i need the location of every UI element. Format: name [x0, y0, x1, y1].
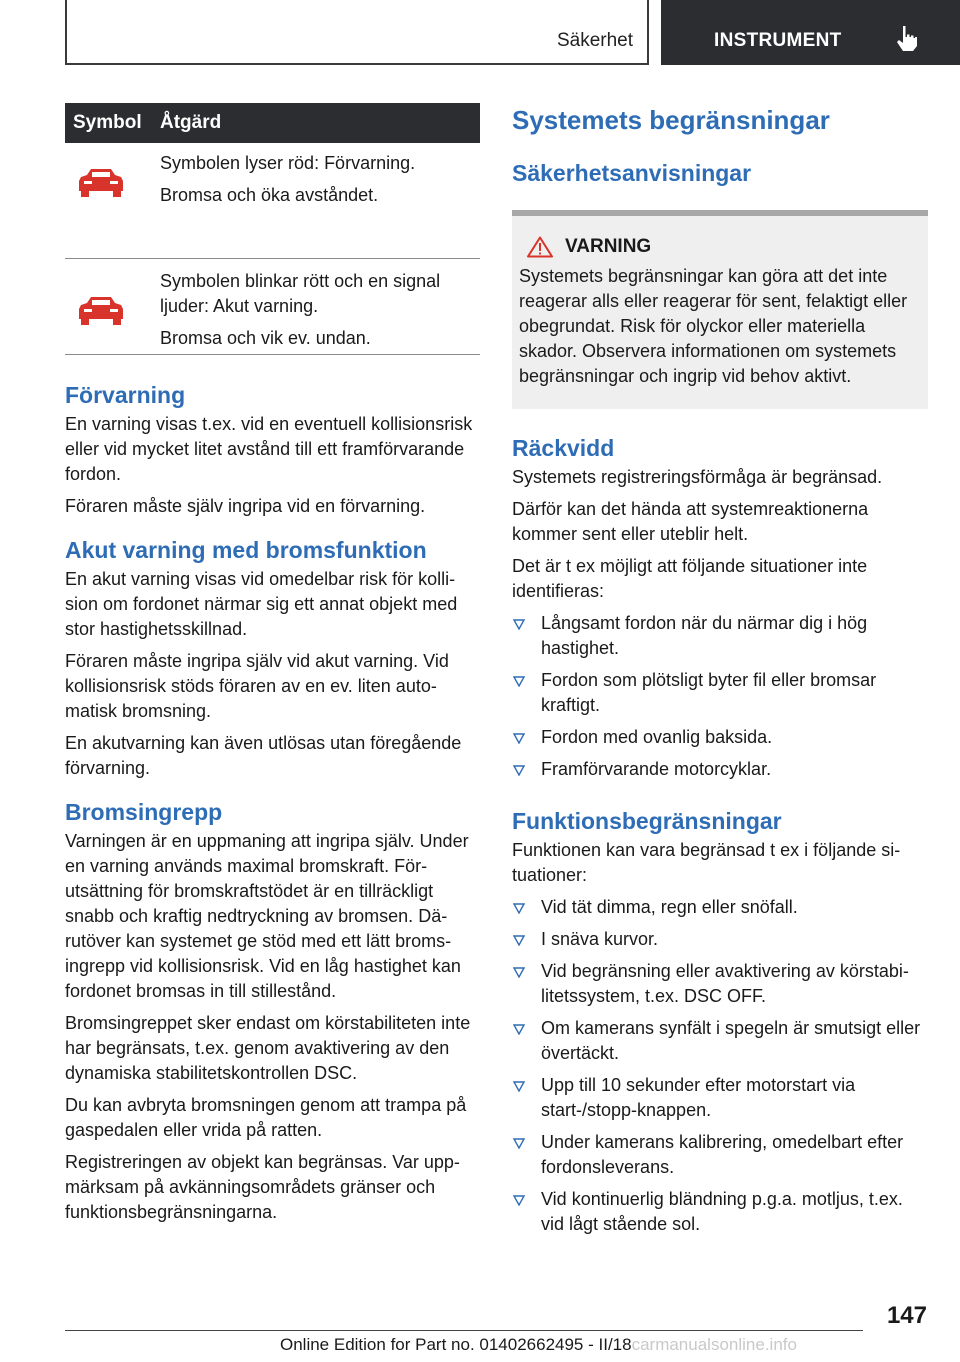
- section-forvarning: [65, 381, 480, 519]
- list-item: Vid kontinuerlig bländning p.g.a. motljus, t.ex. vid lågt stående sol.: [512, 1187, 928, 1237]
- footer-edition: [280, 1335, 797, 1355]
- row1-line2: Bromsa och öka avståndet.: [160, 185, 379, 205]
- paragraph: Du kan avbryta bromsningen genom att trampa på gaspedalen eller vrida på ratten.: [65, 1095, 467, 1140]
- page-title: Systemets begränsningar: [512, 105, 830, 135]
- list-item: Vid begränsning eller avaktivering av körstabilitetssystem, t.ex. DSC OFF.: [512, 959, 928, 1009]
- footer-divider: [65, 1330, 863, 1331]
- section-heading: Bromsingrepp: [65, 799, 223, 825]
- paragraph: Föraren måste ingripa själv vid akut varning. Vid kollisionsrisk stöds föraren av en ev. liten automatisk bromsning.: [65, 651, 449, 721]
- header-chapter-title: INSTRUMENT: [714, 30, 842, 51]
- paragraph: Det är t ex möjligt att följande situationer inte identifieras:: [512, 556, 868, 601]
- list-item: Långsamt fordon när du närmar dig i hög hastighet.: [512, 611, 928, 661]
- paragraph: Registreringen av objekt kan begränsas. Var uppmärksam på avkänningsområdets gränser och funktionsbegränsningarna.: [65, 1152, 460, 1222]
- paragraph: Föraren måste själv ingripa vid en förvarning.: [65, 496, 426, 516]
- section-bromsingrepp: [65, 798, 480, 1225]
- list-item: Om kamerans synfält i spegeln är smutsigt eller övertäckt.: [512, 1016, 928, 1066]
- warning-text: Systemets begränsningar kan göra att det inte reagerar alls eller reagerar för sent, felaktigt eller obegrundat. Risk för olyckor eller materiella skador. Observera informationen om systemets begränsningar och ingrip vid behov aktivt.: [519, 266, 908, 386]
- paragraph: Varningen är en uppmaning att ingripa själv. Under en varning används maximal bromskraft. Förutsättning för bromskraftstödet är en tillräckligt snabb och kraftig nedtryckning av bromsen. Därutöver kan systemet ge stöd med ett lätt bromsingrepp vid kollisionsrisk. Vid en låg hastighet kan fordonet bromsas in till stillestånd.: [65, 831, 469, 1001]
- paragraph: En akutvarning kan även utlösas utan föregående förvarning.: [65, 733, 462, 778]
- header-section-title: Säkerhet: [556, 30, 633, 51]
- section-funktionsbegransningar: [512, 806, 928, 1237]
- list-item: I snäva kurvor.: [512, 927, 928, 952]
- section-heading: Räckvidd: [512, 435, 615, 461]
- bullet-triangle-icon: [513, 935, 525, 946]
- paragraph: En akut varning visas vid omedelbar risk för kollision om fordonet närmar sig ett annat objekt med stor hastighetsskillnad.: [65, 569, 458, 639]
- symbol-table-header: [65, 103, 480, 143]
- paragraph: Därför kan det hända att systemreaktionerna kommer sent eller uteblir helt.: [512, 499, 869, 544]
- footer-watermark: carmanualsonline.info: [631, 1335, 797, 1354]
- bullet-triangle-icon: [513, 676, 525, 687]
- bullet-triangle-icon: [513, 1024, 525, 1035]
- bullet-triangle-icon: [513, 1138, 525, 1149]
- section-heading: Förvarning: [65, 382, 186, 408]
- page-subtitle: Säkerhetsanvisningar: [512, 160, 752, 186]
- list-item: Vid tät dimma, regn eller snöfall.: [512, 895, 928, 920]
- section-akut-varning: [65, 536, 480, 781]
- list-item: Under kamerans kalibrering, omedelbart efter fordonsleverans.: [512, 1130, 928, 1180]
- list-item: Fordon med ovanlig baksida.: [512, 725, 928, 750]
- bullet-triangle-icon: [513, 733, 525, 744]
- car-front-warning-icon: [77, 295, 125, 329]
- header-section-box: [65, 0, 649, 65]
- car-front-warning-icon: [77, 167, 125, 201]
- warning-label: VARNING: [565, 236, 652, 257]
- footer-edition-text: Online Edition for Part no. 01402662495 - II/18: [280, 1335, 632, 1354]
- bullet-triangle-icon: [513, 1081, 525, 1092]
- paragraph: Funktionen kan vara begränsad t ex i följande situationer:: [512, 840, 901, 885]
- list-item: Framförvarande motorcyklar.: [512, 757, 928, 782]
- paragraph: Systemets registreringsförmåga är begränsad.: [512, 467, 883, 487]
- bullet-triangle-icon: [513, 619, 525, 630]
- warning-triangle-icon: [527, 236, 553, 258]
- hand-pointer-icon: [895, 24, 919, 52]
- paragraph: Bromsingreppet sker endast om körstabiliteten inte har begränsats, t.ex. genom avaktivering av den dynamiska stabilitetskontrollen DSC.: [65, 1013, 471, 1083]
- table-row: [65, 259, 480, 355]
- bullet-triangle-icon: [513, 765, 525, 776]
- list-item: Upp till 10 sekunder efter motorstart via start-/stopp-knappen.: [512, 1073, 928, 1123]
- section-heading: Funktionsbegränsningar: [512, 808, 782, 834]
- paragraph: En varning visas t.ex. vid en eventuell kollisionsrisk eller vid mycket litet avstånd till ett framförvarande fordon.: [65, 414, 473, 484]
- list-item: Fordon som plötsligt byter fil eller bromsar kraftigt.: [512, 668, 928, 718]
- header-chapter-box: [661, 0, 960, 65]
- right-column: [512, 103, 928, 1237]
- bullet-triangle-icon: [513, 967, 525, 978]
- row1-line1: Symbolen lyser röd: Förvarning.: [160, 153, 416, 173]
- page-number: 147: [886, 1302, 927, 1329]
- section-heading: Akut varning med bromsfunktion: [65, 537, 427, 563]
- table-row: [65, 143, 480, 259]
- section-rackvidd: [512, 433, 928, 782]
- warning-box: [512, 210, 928, 409]
- bullet-triangle-icon: [513, 903, 525, 914]
- bullet-triangle-icon: [513, 1195, 525, 1206]
- left-column: [65, 103, 480, 1225]
- row2-line1: Symbolen blinkar rött och en signal ljuder: Akut varning.: [160, 271, 441, 316]
- col-action: Åtgärd: [160, 112, 222, 133]
- col-symbol: Symbol: [73, 112, 142, 133]
- row2-line2: Bromsa och vik ev. undan.: [160, 328, 371, 348]
